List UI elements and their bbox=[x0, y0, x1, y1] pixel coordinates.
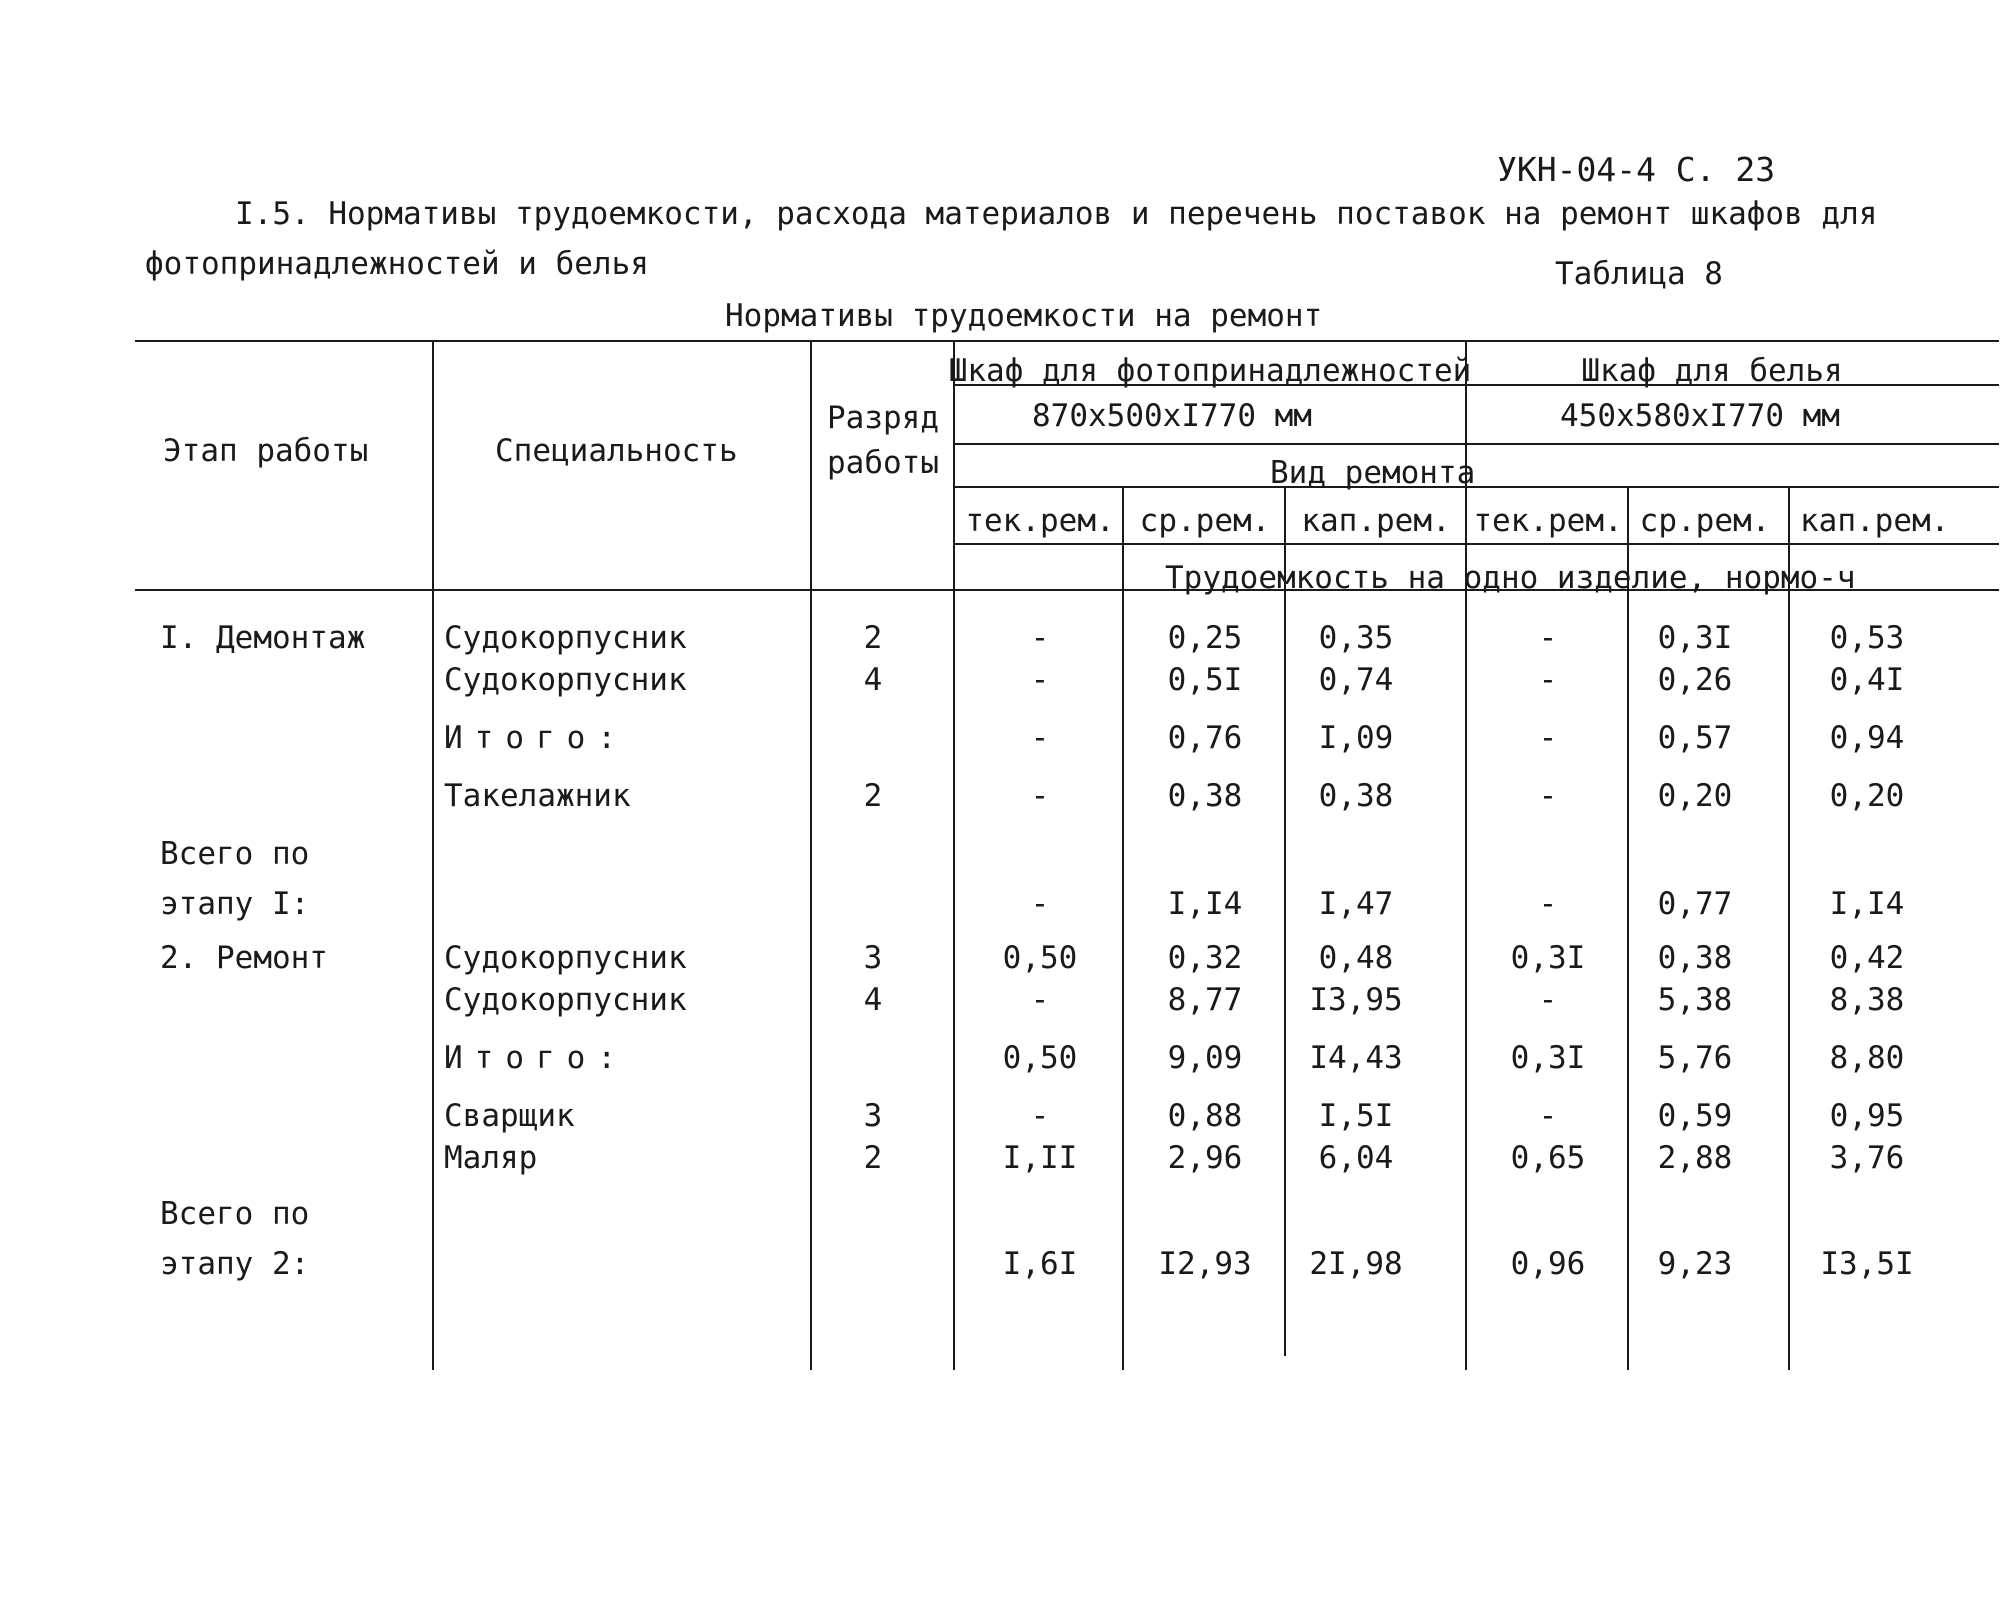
row-value: 3,76 bbox=[1829, 1140, 1905, 1176]
row-specialty: Маляр bbox=[444, 1140, 538, 1176]
row-value: 9,09 bbox=[1167, 1040, 1243, 1076]
row-value: 0,25 bbox=[1167, 620, 1243, 656]
row-value: 0,50 bbox=[1002, 1040, 1078, 1076]
row-value: I,I4 bbox=[1167, 886, 1243, 922]
header-specialty: Специальность bbox=[495, 433, 738, 469]
row-specialty: Итого: bbox=[444, 1040, 628, 1076]
page-id: УКН-04-4 С. 23 bbox=[1497, 150, 1776, 189]
row-value: 0,74 bbox=[1318, 662, 1394, 698]
col-divider-specialty bbox=[810, 340, 812, 1370]
row-value: I3,95 bbox=[1309, 982, 1403, 1018]
col-divider-cabinets bbox=[1465, 340, 1467, 1370]
row-value: 0,57 bbox=[1657, 720, 1733, 756]
row-value: 8,38 bbox=[1829, 982, 1905, 1018]
row-value: 0,95 bbox=[1829, 1098, 1905, 1134]
row-value: 0,88 bbox=[1167, 1098, 1243, 1134]
header-rule-sizes bbox=[955, 443, 1999, 445]
row-value: 9,23 bbox=[1657, 1246, 1733, 1282]
row-value: - bbox=[1538, 620, 1558, 656]
row-value: - bbox=[1030, 620, 1050, 656]
header-cabinet-photo: Шкаф для фотопринадлежностей bbox=[948, 353, 1472, 389]
row-value: 0,3I bbox=[1657, 620, 1733, 656]
row-value: 0,3I bbox=[1510, 940, 1586, 976]
row-value: 0,77 bbox=[1657, 886, 1733, 922]
header-rule-columns bbox=[955, 543, 1999, 545]
row-specialty: Сварщик bbox=[444, 1098, 575, 1134]
header-col-tek-photo: тек.рем. bbox=[965, 503, 1115, 539]
row-value: I4,43 bbox=[1309, 1040, 1403, 1076]
row-value: - bbox=[1538, 1098, 1558, 1134]
table-subtitle: Нормативы трудоемкости на ремонт bbox=[725, 298, 1323, 334]
row-value: 2,88 bbox=[1657, 1140, 1733, 1176]
table-label: Таблица 8 bbox=[1555, 256, 1723, 292]
row-value: 0,94 bbox=[1829, 720, 1905, 756]
col-divider-stage bbox=[432, 340, 434, 1370]
row-value: I,6I bbox=[1002, 1246, 1078, 1282]
row-value: - bbox=[1538, 662, 1558, 698]
col-divider-linen-sr bbox=[1788, 486, 1790, 1370]
row-stage: I. Демонтаж bbox=[160, 620, 366, 656]
row-grade: 4 bbox=[863, 662, 883, 698]
row-value: 0,26 bbox=[1657, 662, 1733, 698]
row-value: - bbox=[1538, 982, 1558, 1018]
row-specialty: Такелажник bbox=[444, 778, 631, 814]
row-value: 0,76 bbox=[1167, 720, 1243, 756]
section-title-continued: фотопринадлежностей и белья bbox=[145, 246, 649, 282]
row-value: 8,77 bbox=[1167, 982, 1243, 1018]
row-value: 0,48 bbox=[1318, 940, 1394, 976]
header-col-kap-photo: кап.рем. bbox=[1301, 503, 1451, 539]
row-value: 0,42 bbox=[1829, 940, 1905, 976]
section-title: I.5. Нормативы трудоемкости, расхода материалов и перечень поставок на ремонт шкафов для bbox=[235, 196, 1878, 232]
row-specialty: Судокорпусник bbox=[444, 982, 687, 1018]
row-value: 0,3I bbox=[1510, 1040, 1586, 1076]
col-divider-grade bbox=[953, 340, 955, 1370]
row-stage: 2. Ремонт bbox=[160, 940, 328, 976]
row-grade: 3 bbox=[863, 940, 883, 976]
row-value: - bbox=[1030, 982, 1050, 1018]
row-stage-continued: этапу 2: bbox=[160, 1246, 310, 1282]
header-stage: Этап работы bbox=[163, 433, 369, 469]
row-value: 0,32 bbox=[1167, 940, 1243, 976]
row-value: I,II bbox=[1002, 1140, 1078, 1176]
row-value: 0,38 bbox=[1657, 940, 1733, 976]
row-value: 0,5I bbox=[1167, 662, 1243, 698]
col-divider-photo-sr bbox=[1284, 486, 1286, 1356]
header-cabinet-linen-size: 450x580xI770 мм bbox=[1560, 398, 1840, 434]
row-value: - bbox=[1030, 886, 1050, 922]
row-value: I,I4 bbox=[1829, 886, 1905, 922]
row-value: 0,53 bbox=[1829, 620, 1905, 656]
row-stage-continued: этапу I: bbox=[160, 886, 310, 922]
row-stage: Всего по bbox=[160, 836, 310, 872]
col-divider-linen-tek bbox=[1627, 486, 1629, 1370]
row-value: 0,96 bbox=[1510, 1246, 1586, 1282]
row-value: 0,35 bbox=[1318, 620, 1394, 656]
row-value: 6,04 bbox=[1318, 1140, 1394, 1176]
row-value: I,5I bbox=[1318, 1098, 1394, 1134]
row-specialty: Судокорпусник bbox=[444, 662, 687, 698]
row-value: 0,4I bbox=[1829, 662, 1905, 698]
row-value: 5,38 bbox=[1657, 982, 1733, 1018]
row-value: 0,20 bbox=[1657, 778, 1733, 814]
table-top-rule bbox=[135, 340, 1999, 342]
row-specialty: Судокорпусник bbox=[444, 620, 687, 656]
row-value: - bbox=[1538, 886, 1558, 922]
row-grade: 2 bbox=[863, 778, 883, 814]
row-value: - bbox=[1030, 662, 1050, 698]
row-value: 0,20 bbox=[1829, 778, 1905, 814]
header-col-tek-linen: тек.рем. bbox=[1473, 503, 1623, 539]
row-value: 0,50 bbox=[1002, 940, 1078, 976]
row-value: 0,38 bbox=[1318, 778, 1394, 814]
header-col-kap-linen: кап.рем. bbox=[1800, 503, 1950, 539]
row-value: 0,38 bbox=[1167, 778, 1243, 814]
row-value: - bbox=[1538, 720, 1558, 756]
row-specialty: Судокорпусник bbox=[444, 940, 687, 976]
row-grade: 3 bbox=[863, 1098, 883, 1134]
row-value: I2,93 bbox=[1158, 1246, 1252, 1282]
row-value: 2,96 bbox=[1167, 1140, 1243, 1176]
header-grade-line2: работы bbox=[827, 445, 939, 481]
row-value: - bbox=[1030, 720, 1050, 756]
row-value: 0,59 bbox=[1657, 1098, 1733, 1134]
row-specialty: Итого: bbox=[444, 720, 628, 756]
header-rule-repair-type bbox=[955, 486, 1999, 488]
row-value: 5,76 bbox=[1657, 1040, 1733, 1076]
row-value: 2I,98 bbox=[1309, 1246, 1403, 1282]
header-cabinet-linen: Шкаф для белья bbox=[1581, 353, 1843, 389]
row-grade: 4 bbox=[863, 982, 883, 1018]
row-grade: 2 bbox=[863, 1140, 883, 1176]
header-repair-type: Вид ремонта bbox=[1270, 455, 1476, 491]
col-divider-photo-tek bbox=[1122, 486, 1124, 1370]
row-value: 8,80 bbox=[1829, 1040, 1905, 1076]
header-grade-line1: Разряд bbox=[827, 400, 939, 436]
header-labor-caption: Трудоемкость на одно изделие, нормо-ч bbox=[1165, 560, 1856, 596]
row-value: - bbox=[1538, 778, 1558, 814]
header-cabinet-photo-size: 870x500xI770 мм bbox=[1032, 398, 1312, 434]
row-value: I,09 bbox=[1318, 720, 1394, 756]
row-grade: 2 bbox=[863, 620, 883, 656]
row-value: 0,65 bbox=[1510, 1140, 1586, 1176]
row-value: - bbox=[1030, 778, 1050, 814]
row-value: I,47 bbox=[1318, 886, 1394, 922]
row-stage: Всего по bbox=[160, 1196, 310, 1232]
row-value: I3,5I bbox=[1820, 1246, 1914, 1282]
row-value: - bbox=[1030, 1098, 1050, 1134]
header-col-sr-photo: ср.рем. bbox=[1139, 503, 1271, 539]
header-col-sr-linen: ср.рем. bbox=[1639, 503, 1771, 539]
